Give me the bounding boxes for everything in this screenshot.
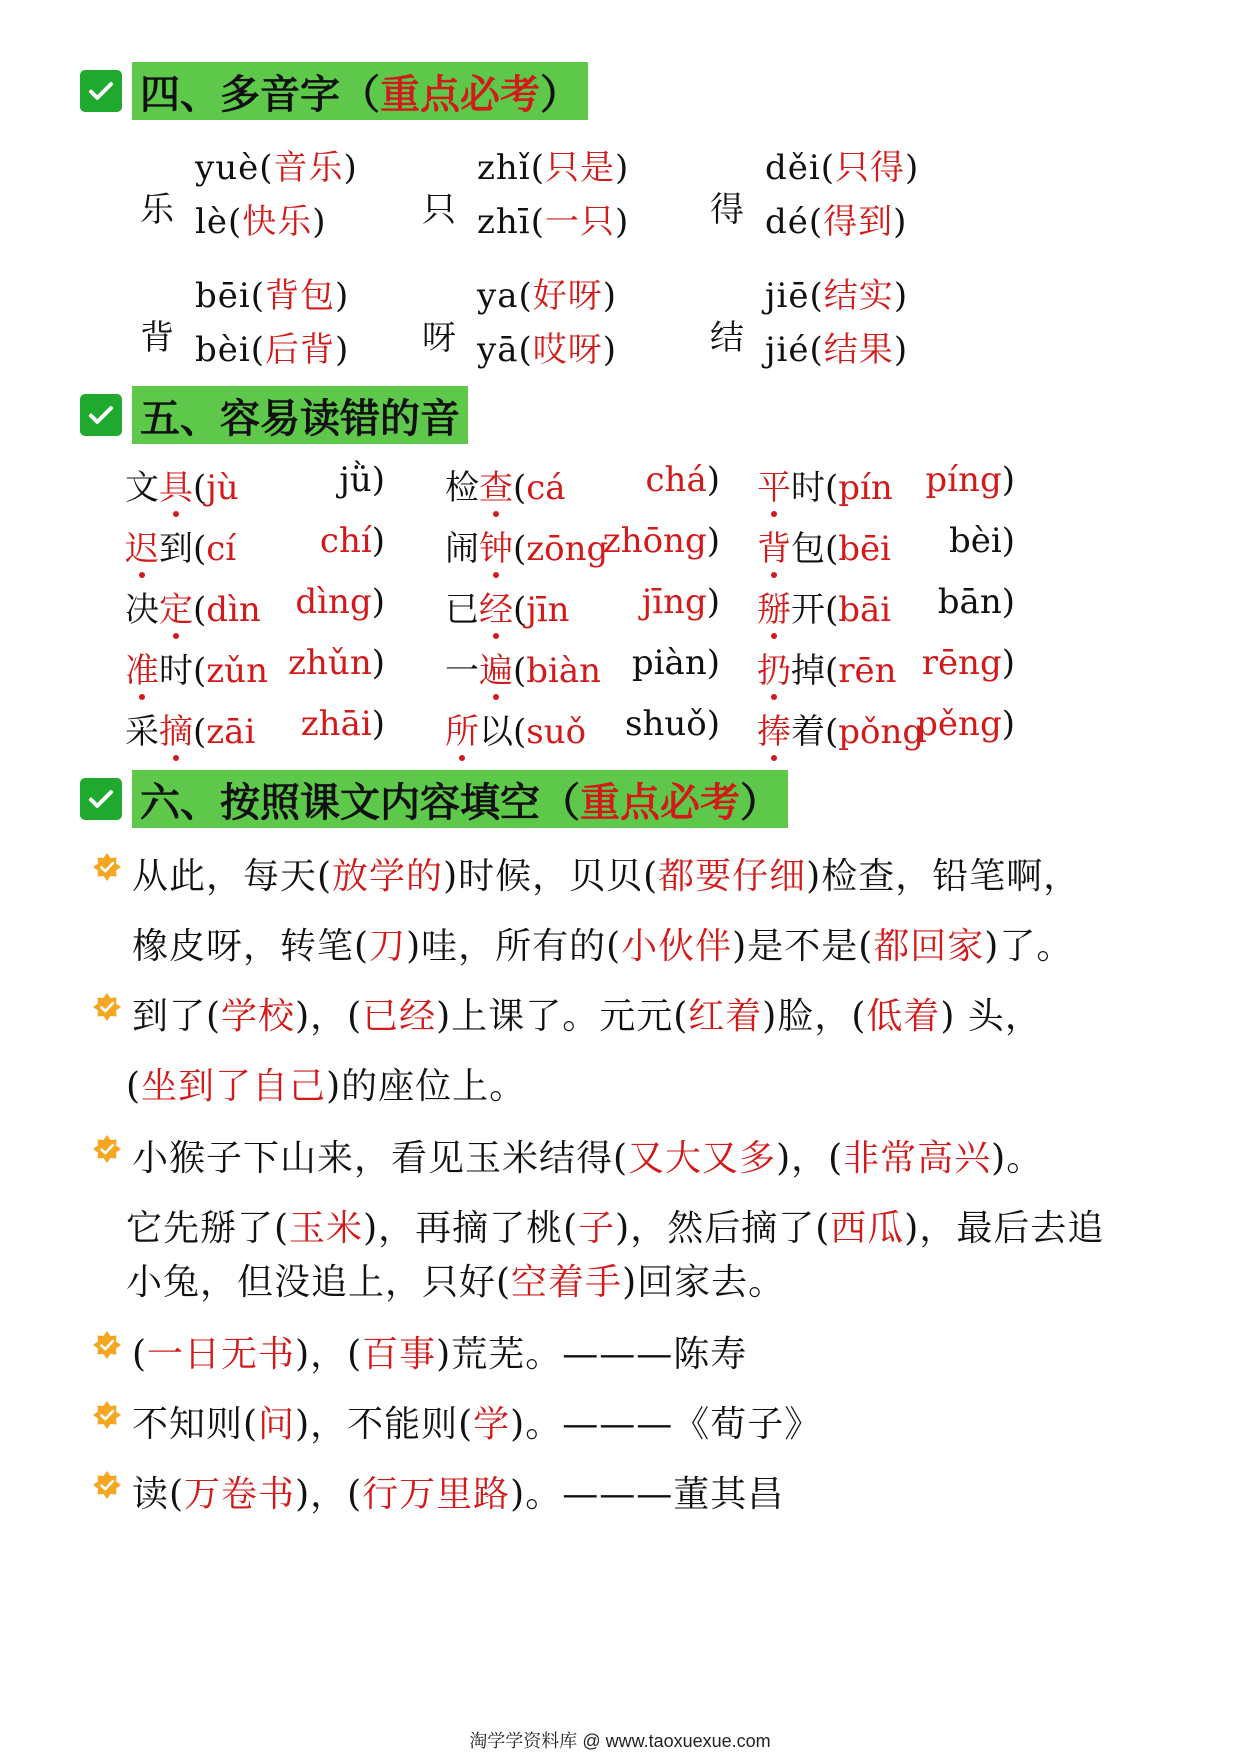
prompt-text: )时候，贝贝( — [443, 856, 659, 897]
prompt-text: )，最后去追 — [904, 1208, 1105, 1249]
paren: ) — [343, 148, 358, 188]
prompt-text: 读( — [132, 1474, 185, 1515]
answer-text: 行万里路 — [362, 1474, 511, 1515]
pinyin-text: píng — [925, 460, 1002, 500]
answer-text: 子 — [578, 1208, 616, 1249]
word-char: 准 — [125, 643, 159, 692]
prompt-text: )检查，铅笔啊， — [806, 856, 1081, 897]
paren: ( — [193, 590, 207, 630]
word-char: 钟 — [479, 521, 513, 570]
word-char: 开 — [791, 590, 825, 630]
wrong-pinyin: pín — [838, 468, 893, 508]
word-char: 检 — [445, 468, 479, 508]
pinyin-text: chí — [319, 521, 372, 561]
paren: ) — [371, 704, 385, 744]
fill-line — [132, 1466, 784, 1517]
star-badge-icon — [92, 992, 122, 1022]
prompt-text: )哇，所有的( — [406, 926, 622, 967]
word-char: 闹 — [445, 529, 479, 569]
paren: ( — [193, 651, 207, 691]
word-char: 查 — [479, 460, 513, 509]
poly-reading — [477, 194, 629, 243]
correct-pinyin — [642, 582, 720, 622]
answer-text: 非常高兴 — [843, 1138, 992, 1179]
paren: ( — [809, 330, 824, 370]
paren: ) — [1001, 643, 1015, 683]
paren: ( — [825, 712, 839, 752]
example-word: 快乐 — [242, 202, 313, 242]
wrong-pinyin: dìn — [206, 590, 261, 630]
poly-character: 只 — [422, 190, 456, 230]
poly-reading — [195, 268, 349, 317]
poly-character: 乐 — [140, 190, 174, 230]
prompt-text: )，不能则( — [295, 1404, 474, 1445]
word-char: 摘 — [159, 704, 193, 753]
paren: ( — [518, 330, 533, 370]
wrong-pinyin: jīn — [526, 590, 570, 630]
answer-text: 学 — [473, 1404, 511, 1445]
word-char: 经 — [479, 582, 513, 631]
wrong-pinyin: bēi — [838, 529, 892, 569]
paren: ( — [228, 202, 243, 242]
correct-pinyin — [603, 521, 720, 561]
prompt-text: )回家去。 — [622, 1262, 786, 1303]
word-char: 背 — [757, 521, 791, 570]
word-char: 时 — [159, 651, 193, 691]
misread-item — [757, 704, 1035, 750]
answer-text: 万卷书 — [184, 1474, 296, 1515]
fill-line — [126, 1200, 1104, 1251]
paren: ( — [530, 148, 545, 188]
pinyin-text: rēng — [921, 643, 1002, 683]
wrong-pinyin: zǔn — [206, 651, 268, 691]
paren: ) — [335, 276, 350, 316]
section-title: 六、按照课文内容填空（ 重点必考 ） — [132, 770, 788, 828]
checkbox-icon — [80, 394, 122, 436]
answer-text: 百事 — [362, 1334, 437, 1375]
pinyin: děi — [765, 148, 821, 188]
wrong-pinyin: zāi — [206, 712, 256, 752]
word-char: 平 — [757, 460, 791, 509]
word-char: 一 — [445, 651, 479, 691]
checkbox-icon — [80, 778, 122, 820]
misread-item — [125, 582, 405, 628]
fill-line — [132, 988, 1042, 1039]
word-char: 以 — [479, 712, 513, 752]
paren: ( — [809, 276, 824, 316]
answer-text: 低着 — [866, 996, 941, 1037]
paren: ( — [250, 330, 266, 370]
answer-text: 玉米 — [289, 1208, 364, 1249]
word-char: 所 — [445, 704, 479, 753]
misread-item — [757, 582, 1035, 628]
word-char: 扔 — [757, 643, 791, 692]
example-word: 只是 — [544, 148, 615, 188]
answer-text: 坐到了自己 — [141, 1066, 327, 1107]
paren: ) — [893, 276, 909, 316]
pinyin: jié — [765, 330, 810, 370]
paren: ) — [371, 521, 385, 561]
prompt-text: )，( — [295, 1334, 363, 1375]
answer-text: 刀 — [369, 926, 407, 967]
paren: ) — [1001, 704, 1015, 744]
paren: ) — [614, 202, 630, 242]
misread-item — [757, 643, 1035, 689]
pinyin: jiē — [765, 276, 810, 316]
misread-item — [125, 643, 405, 689]
wrong-pinyin: suǒ — [526, 712, 587, 752]
poly-reading — [195, 322, 349, 371]
correct-pinyin — [916, 704, 1015, 744]
answer-text: 西瓜 — [830, 1208, 905, 1249]
prompt-text: ( — [126, 1066, 142, 1107]
section-misread-header — [80, 386, 468, 444]
section-polyphonic-header — [80, 62, 588, 120]
answer-text: 都要仔细 — [658, 856, 807, 897]
prompt-text: 从此，每天( — [132, 856, 333, 897]
correct-pinyin — [301, 704, 385, 744]
paren: ( — [193, 468, 207, 508]
poly-reading — [765, 194, 907, 243]
correct-pinyin — [925, 460, 1015, 500]
paren: ( — [825, 590, 839, 630]
word-char: 文 — [125, 468, 159, 508]
correct-pinyin: bèi) — [948, 521, 1015, 561]
wrong-pinyin: cá — [526, 468, 566, 508]
poly-reading — [765, 268, 908, 317]
wrong-pinyin: rēn — [838, 651, 897, 691]
word-char: 具 — [159, 460, 193, 509]
pinyin-text: zhōng — [602, 521, 707, 561]
star-badge-icon — [92, 1400, 122, 1430]
example-word: 只得 — [835, 148, 906, 188]
pinyin: bèi — [195, 330, 251, 370]
correct-pinyin — [295, 582, 385, 622]
pinyin-text: chá — [645, 460, 707, 500]
paren: ) — [706, 582, 720, 622]
paren: ( — [513, 651, 527, 691]
paren: ) — [905, 148, 920, 188]
answer-text: 都回家 — [873, 926, 985, 967]
example-word: 得到 — [823, 202, 894, 242]
example-word: 好呀 — [532, 276, 603, 316]
wrong-pinyin: cí — [206, 529, 237, 569]
prompt-text: )。———《荀子》 — [510, 1404, 822, 1445]
misread-item — [757, 460, 1035, 506]
poly-reading — [477, 268, 617, 317]
prompt-text: )。 — [991, 1138, 1044, 1179]
paren: ( — [513, 712, 527, 752]
example-word: 音乐 — [273, 148, 344, 188]
word-char: 包 — [791, 529, 825, 569]
paren: ( — [820, 148, 836, 188]
answer-text: 小伙伴 — [621, 926, 733, 967]
checkbox-icon — [80, 70, 122, 112]
pinyin-text: dìng — [295, 582, 372, 622]
prompt-text: 它先掰了( — [126, 1208, 290, 1249]
prompt-text: )的座位上。 — [326, 1066, 527, 1107]
paren: ( — [825, 651, 839, 691]
example-word: 哎呀 — [532, 330, 603, 370]
prompt-text: )，( — [295, 996, 363, 1037]
pinyin: zhǐ — [477, 148, 531, 188]
wrong-pinyin: pǒng — [838, 712, 925, 752]
paren: ) — [602, 276, 618, 316]
pinyin-text: zhāi — [300, 704, 372, 744]
fill-line — [132, 1396, 821, 1447]
prompt-text: 小猴子下山来，看见玉米结得( — [132, 1138, 629, 1179]
prompt-text: )是不是( — [732, 926, 874, 967]
prompt-text: ) 头， — [940, 996, 1042, 1037]
pinyin-text: jīng — [641, 582, 707, 622]
word-char: 定 — [159, 582, 193, 631]
pinyin: ya — [477, 276, 519, 316]
paren: ( — [193, 712, 207, 752]
paren: ) — [312, 202, 327, 242]
prompt-text: )上课了。元元( — [436, 996, 689, 1037]
misread-item — [445, 521, 740, 567]
word-char: 掉 — [791, 651, 825, 691]
prompt-text: 橡皮呀，转笔( — [132, 926, 370, 967]
correct-pinyin — [646, 460, 720, 500]
paren: ) — [893, 330, 909, 370]
poly-character: 得 — [710, 190, 744, 230]
section-fill-header — [80, 770, 788, 828]
paren: ( — [825, 468, 839, 508]
paren: ) — [602, 330, 618, 370]
correct-pinyin: bān) — [937, 582, 1015, 622]
pinyin: dé — [765, 202, 809, 242]
poly-character: 呀 — [422, 318, 456, 358]
paren: ) — [371, 643, 385, 683]
answer-text: 一日无书 — [147, 1334, 296, 1375]
paren: ) — [706, 460, 720, 500]
prompt-text: )，再摘了桃( — [363, 1208, 579, 1249]
prompt-text: )，然后摘了( — [615, 1208, 831, 1249]
example-word: 结实 — [823, 276, 894, 316]
pinyin-text: zhǔn — [288, 643, 372, 683]
correct-pinyin — [288, 643, 385, 683]
prompt-text: 不知则( — [132, 1404, 259, 1445]
misread-item — [445, 643, 740, 689]
answer-text: 学校 — [221, 996, 296, 1037]
misread-item — [445, 460, 740, 506]
fill-line — [132, 918, 1073, 969]
word-char: 捧 — [757, 704, 791, 753]
prompt-text: )了。 — [984, 926, 1074, 967]
example-word: 后背 — [265, 330, 336, 370]
section-title: 四、多音字（ 重点必考 ） — [132, 62, 588, 120]
paren: ) — [706, 521, 720, 561]
paren: ( — [250, 276, 266, 316]
poly-reading — [195, 194, 327, 243]
wrong-pinyin: biàn — [526, 651, 602, 691]
prompt-text: ( — [132, 1334, 148, 1375]
poly-character: 结 — [710, 318, 744, 358]
prompt-text: )，( — [776, 1138, 844, 1179]
paren: ( — [513, 468, 527, 508]
fill-line — [132, 1130, 1043, 1181]
pinyin: yā — [477, 330, 519, 370]
misread-item — [125, 460, 405, 506]
poly-reading — [477, 140, 629, 189]
word-char: 已 — [445, 590, 479, 630]
wrong-pinyin: jù — [206, 468, 239, 508]
star-badge-icon — [92, 1134, 122, 1164]
paren: ( — [825, 529, 839, 569]
answer-text: 问 — [258, 1404, 296, 1445]
fill-line — [132, 848, 1080, 899]
paren: ( — [808, 202, 824, 242]
word-char: 时 — [791, 468, 825, 508]
answer-text: 空着手 — [511, 1262, 623, 1303]
answer-text: 已经 — [362, 996, 437, 1037]
example-word: 背包 — [265, 276, 336, 316]
misread-item — [445, 582, 740, 628]
poly-reading — [477, 322, 617, 371]
prompt-text: 小兔，但没追上，只好( — [126, 1262, 512, 1303]
poly-reading — [195, 140, 358, 189]
example-word: 结果 — [823, 330, 894, 370]
word-char: 决 — [125, 590, 159, 630]
star-badge-icon — [92, 1330, 122, 1360]
answer-text: 又大又多 — [628, 1138, 777, 1179]
word-char: 到 — [159, 529, 193, 569]
poly-reading — [765, 322, 908, 371]
section-title: 五、容易读错的音 — [132, 386, 468, 444]
word-char: 掰 — [757, 582, 791, 631]
footer-watermark: 淘学学资料库 @ www.taoxuexue.com — [469, 1731, 771, 1751]
paren: ( — [193, 529, 207, 569]
word-char: 遍 — [479, 643, 513, 692]
correct-pinyin: shuǒ) — [625, 704, 720, 744]
prompt-text: )，( — [295, 1474, 363, 1515]
correct-pinyin: piàn) — [631, 643, 720, 683]
fill-line — [132, 1326, 747, 1377]
paren: ) — [1001, 460, 1015, 500]
paren: ( — [259, 148, 274, 188]
pinyin-text: pěng — [916, 704, 1002, 744]
example-word: 一只 — [544, 202, 615, 242]
prompt-text: 到了( — [132, 996, 222, 1037]
prompt-text: )。———董其昌 — [510, 1474, 785, 1515]
paren: ) — [893, 202, 908, 242]
misread-item — [125, 521, 405, 567]
wrong-pinyin: zōng — [526, 529, 609, 569]
answer-text: 红着 — [688, 996, 763, 1037]
word-char: 迟 — [125, 521, 159, 570]
pinyin: bēi — [195, 276, 251, 316]
word-char: 着 — [791, 712, 825, 752]
paren: ) — [335, 330, 350, 370]
paren: ( — [513, 529, 527, 569]
fill-line — [126, 1058, 526, 1109]
poly-character: 背 — [140, 318, 174, 358]
correct-pinyin — [922, 643, 1015, 683]
paren: ( — [530, 202, 545, 242]
pinyin: yuè — [195, 148, 260, 188]
correct-pinyin — [320, 521, 385, 561]
star-badge-icon — [92, 852, 122, 882]
pinyin: zhī — [477, 202, 531, 242]
paren: ( — [518, 276, 533, 316]
answer-text: 放学的 — [332, 856, 444, 897]
correct-pinyin: jǜ) — [339, 460, 385, 500]
misread-item — [757, 521, 1035, 567]
misread-item — [125, 704, 405, 750]
pinyin: lè — [195, 202, 228, 242]
wrong-pinyin: bāi — [838, 590, 892, 630]
paren: ( — [513, 590, 527, 630]
poly-reading — [765, 140, 919, 189]
prompt-text: )荒芜。———陈寿 — [436, 1334, 748, 1375]
paren: ) — [614, 148, 630, 188]
paren: ) — [371, 582, 385, 622]
misread-item — [445, 704, 740, 750]
word-char: 采 — [125, 712, 159, 752]
star-badge-icon — [92, 1470, 122, 1500]
prompt-text: )脸，( — [762, 996, 867, 1037]
fill-line — [126, 1254, 785, 1305]
